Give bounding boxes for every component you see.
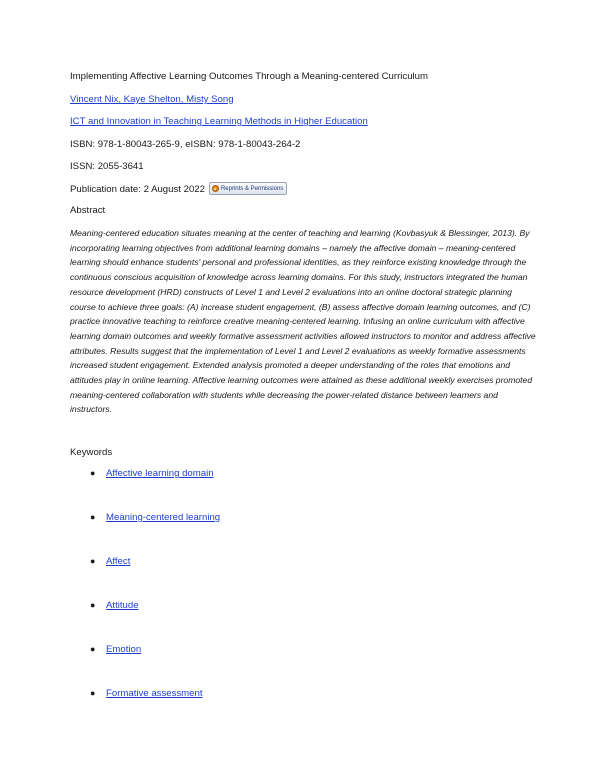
- keyword-item: [90, 600, 220, 644]
- authors-link[interactable]: Vincent Nix, Kaye Shelton, Misty Song: [70, 94, 234, 105]
- issn-line: ISSN: 2055-3641: [70, 161, 144, 172]
- keyword-item: [90, 688, 220, 732]
- reprints-icon: [212, 185, 219, 192]
- keyword-link[interactable]: Affect: [106, 556, 131, 567]
- keyword-item: [90, 512, 220, 556]
- bullet-icon: ●: [90, 556, 96, 566]
- reprints-permissions-button[interactable]: [209, 182, 287, 195]
- keyword-link[interactable]: Emotion: [106, 644, 142, 655]
- abstract-text: Meaning-centered education situates meaning at the center of teaching and learning (Kovbasyuk & Blessinger, 2013). By incorporating learning objectives from additional learning domains – namely the affective domain – meaning-centered learning should enhance students’ personal and professional identities, as they reinforce existing knowledge through the continuous conscious acquisition of knowledge across learning domains. For this study, instructors integrated the human resource development (HRD) constructs of Level 1 and Level 2 evaluations into an online doctoral strategic planning course to achieve three goals: (A) increase student engagement, (B) assess affective domain learning outcomes, and (C) practice innovative teaching to reinforce creative meaning-centered learning. Infusing an online curriculum with affective learning domain outcomes and weekly formative assessment activities allowed instructors to monitor and address affective attributes. Results suggest that the implementation of Level 1 and Level 2 evaluations as weekly formative assessments increased student engagement. Extended analysis promoted a deeper understanding of the roles that emotions and attitudes play in online learning. Affective learning outcomes were attained as these additional weekly exercises promoted meaning-centered collaboration with students while decreasing the power-related distance between learners and instructors.: [70, 228, 536, 415]
- keyword-link[interactable]: Attitude: [106, 600, 139, 611]
- keyword-link[interactable]: Formative assessment: [106, 688, 203, 699]
- keywords-list: [90, 468, 220, 732]
- bullet-icon: ●: [90, 688, 96, 698]
- abstract-heading: Abstract: [70, 205, 106, 216]
- keyword-item: [90, 556, 220, 600]
- keyword-item: [90, 644, 220, 688]
- isbn-line: ISBN: 978-1-80043-265-9, eISBN: 978-1-80043-264-2: [70, 139, 301, 150]
- keyword-link[interactable]: Meaning-centered learning: [106, 512, 221, 523]
- bullet-icon: ●: [90, 468, 96, 478]
- keywords-heading: Keywords: [70, 447, 113, 458]
- bullet-icon: ●: [90, 512, 96, 522]
- publication-date-row: [70, 183, 287, 196]
- bullet-icon: ●: [90, 644, 96, 654]
- author-links: [70, 94, 234, 105]
- reprints-permissions-label: Reprints & Permissions: [220, 185, 284, 192]
- series-link[interactable]: ICT and Innovation in Teaching Learning Methods in Higher Education: [70, 116, 368, 127]
- keyword-link[interactable]: Affective learning domain: [106, 468, 214, 479]
- publication-date: Publication date: 2 August 2022: [70, 184, 205, 195]
- bullet-icon: ●: [90, 600, 96, 610]
- book-series: [70, 116, 368, 127]
- keyword-item: [90, 468, 220, 512]
- chapter-title: Implementing Affective Learning Outcomes Through a Meaning-centered Curriculum: [70, 71, 428, 82]
